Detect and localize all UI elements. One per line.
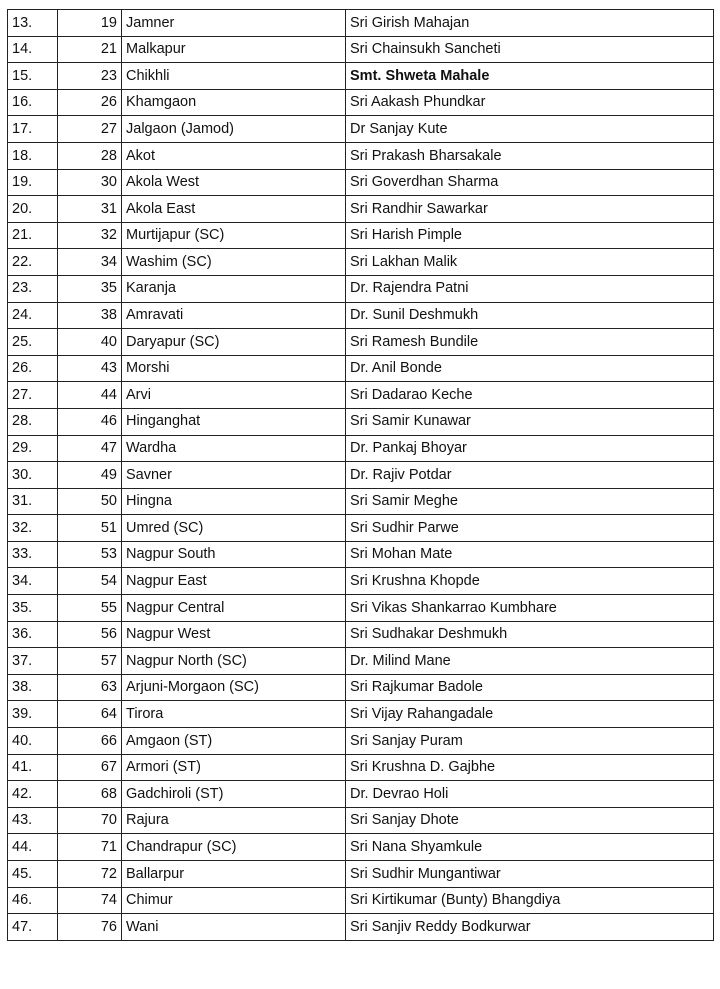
candidate-name-cell: Sri Sanjay Dhote — [346, 807, 714, 834]
candidate-name-cell: Sri Vijay Rahangadale — [346, 701, 714, 728]
candidate-name-cell: Sri Chainsukh Sancheti — [346, 36, 714, 63]
serial-number-cell: 33. — [8, 541, 58, 568]
table-row — [8, 36, 714, 63]
table-row — [8, 89, 714, 116]
constituency-name-cell: Washim (SC) — [122, 249, 346, 276]
constituency-number-cell: 66 — [58, 728, 122, 755]
constituency-name-cell: Arjuni-Morgaon (SC) — [122, 674, 346, 701]
constituency-name-cell: Nagpur South — [122, 541, 346, 568]
serial-number-cell: 43. — [8, 807, 58, 834]
constituency-name-cell: Akola West — [122, 169, 346, 196]
serial-number-cell: 32. — [8, 515, 58, 542]
constituency-number-cell: 19 — [58, 10, 122, 37]
constituency-number-cell: 71 — [58, 834, 122, 861]
constituency-number-cell: 74 — [58, 887, 122, 914]
candidate-name-cell: Sri Sanjay Puram — [346, 728, 714, 755]
serial-number-cell: 40. — [8, 728, 58, 755]
candidate-name-cell: Sri Vikas Shankarrao Kumbhare — [346, 595, 714, 622]
constituency-number-cell: 56 — [58, 621, 122, 648]
constituency-number-cell: 44 — [58, 382, 122, 409]
constituency-number-cell: 55 — [58, 595, 122, 622]
serial-number-cell: 30. — [8, 462, 58, 489]
constituency-number-cell: 63 — [58, 674, 122, 701]
serial-number-cell: 16. — [8, 89, 58, 116]
candidate-name-cell: Sri Randhir Sawarkar — [346, 196, 714, 223]
table-row — [8, 648, 714, 675]
table-row — [8, 728, 714, 755]
table-row — [8, 222, 714, 249]
constituency-name-cell: Chikhli — [122, 63, 346, 90]
constituency-name-cell: Arvi — [122, 382, 346, 409]
table-row — [8, 382, 714, 409]
candidate-name-cell: Dr. Sunil Deshmukh — [346, 302, 714, 329]
candidate-name-cell: Dr. Devrao Holi — [346, 781, 714, 808]
candidate-name-cell: Sri Samir Meghe — [346, 488, 714, 515]
candidate-name-cell: Sri Ramesh Bundile — [346, 329, 714, 356]
table-row — [8, 355, 714, 382]
constituency-name-cell: Umred (SC) — [122, 515, 346, 542]
constituency-name-cell: Chandrapur (SC) — [122, 834, 346, 861]
constituency-name-cell: Rajura — [122, 807, 346, 834]
table-row — [8, 807, 714, 834]
table-row — [8, 595, 714, 622]
table-row — [8, 914, 714, 941]
constituency-name-cell: Daryapur (SC) — [122, 329, 346, 356]
candidate-name-cell: Dr. Rajiv Potdar — [346, 462, 714, 489]
serial-number-cell: 28. — [8, 408, 58, 435]
candidate-name-cell: Sri Krushna D. Gajbhe — [346, 754, 714, 781]
table-row — [8, 329, 714, 356]
constituency-name-cell: Wardha — [122, 435, 346, 462]
candidate-name-cell: Sri Lakhan Malik — [346, 249, 714, 276]
table-row — [8, 754, 714, 781]
constituency-name-cell: Nagpur Central — [122, 595, 346, 622]
serial-number-cell: 36. — [8, 621, 58, 648]
serial-number-cell: 26. — [8, 355, 58, 382]
candidate-name-cell: Sri Sudhakar Deshmukh — [346, 621, 714, 648]
constituency-number-cell: 31 — [58, 196, 122, 223]
serial-number-cell: 24. — [8, 302, 58, 329]
constituency-number-cell: 46 — [58, 408, 122, 435]
table-row — [8, 834, 714, 861]
constituency-name-cell: Amravati — [122, 302, 346, 329]
constituency-name-cell: Akola East — [122, 196, 346, 223]
table-row — [8, 435, 714, 462]
constituency-number-cell: 23 — [58, 63, 122, 90]
constituency-number-cell: 49 — [58, 462, 122, 489]
candidate-name-cell: Sri Mohan Mate — [346, 541, 714, 568]
constituency-name-cell: Jamner — [122, 10, 346, 37]
serial-number-cell: 45. — [8, 861, 58, 888]
serial-number-cell: 18. — [8, 142, 58, 169]
candidate-name-cell: Sri Sudhir Parwe — [346, 515, 714, 542]
candidate-name-cell: Sri Sanjiv Reddy Bodkurwar — [346, 914, 714, 941]
constituency-name-cell: Tirora — [122, 701, 346, 728]
candidate-name-cell: Dr. Pankaj Bhoyar — [346, 435, 714, 462]
constituency-number-cell: 43 — [58, 355, 122, 382]
serial-number-cell: 20. — [8, 196, 58, 223]
candidate-name-cell: Sri Krushna Khopde — [346, 568, 714, 595]
serial-number-cell: 22. — [8, 249, 58, 276]
constituency-name-cell: Nagpur West — [122, 621, 346, 648]
table-row — [8, 116, 714, 143]
constituency-name-cell: Morshi — [122, 355, 346, 382]
constituency-name-cell: Malkapur — [122, 36, 346, 63]
candidate-name-cell: Dr. Rajendra Patni — [346, 275, 714, 302]
constituency-number-cell: 38 — [58, 302, 122, 329]
constituency-name-cell: Ballarpur — [122, 861, 346, 888]
constituency-name-cell: Gadchiroli (ST) — [122, 781, 346, 808]
table-row — [8, 302, 714, 329]
candidate-name-cell: Smt. Shweta Mahale — [346, 63, 714, 90]
serial-number-cell: 41. — [8, 754, 58, 781]
candidate-name-cell: Sri Dadarao Keche — [346, 382, 714, 409]
serial-number-cell: 46. — [8, 887, 58, 914]
constituency-name-cell: Hingna — [122, 488, 346, 515]
constituency-name-cell: Armori (ST) — [122, 754, 346, 781]
serial-number-cell: 21. — [8, 222, 58, 249]
constituency-name-cell: Nagpur North (SC) — [122, 648, 346, 675]
constituency-number-cell: 51 — [58, 515, 122, 542]
constituency-name-cell: Nagpur East — [122, 568, 346, 595]
constituency-number-cell: 54 — [58, 568, 122, 595]
table-row — [8, 249, 714, 276]
table-row — [8, 169, 714, 196]
candidate-name-cell: Sri Sudhir Mungantiwar — [346, 861, 714, 888]
candidate-name-cell: Dr. Milind Mane — [346, 648, 714, 675]
constituency-name-cell: Karanja — [122, 275, 346, 302]
serial-number-cell: 39. — [8, 701, 58, 728]
table-row — [8, 541, 714, 568]
serial-number-cell: 47. — [8, 914, 58, 941]
candidate-name-cell: Sri Samir Kunawar — [346, 408, 714, 435]
table-row — [8, 861, 714, 888]
constituency-number-cell: 70 — [58, 807, 122, 834]
table-row — [8, 142, 714, 169]
constituency-number-cell: 35 — [58, 275, 122, 302]
candidate-name-cell: Sri Goverdhan Sharma — [346, 169, 714, 196]
table-row — [8, 408, 714, 435]
constituency-name-cell: Akot — [122, 142, 346, 169]
constituency-number-cell: 57 — [58, 648, 122, 675]
constituency-number-cell: 76 — [58, 914, 122, 941]
candidate-table — [7, 9, 714, 941]
serial-number-cell: 42. — [8, 781, 58, 808]
serial-number-cell: 31. — [8, 488, 58, 515]
constituency-number-cell: 27 — [58, 116, 122, 143]
constituency-number-cell: 30 — [58, 169, 122, 196]
serial-number-cell: 44. — [8, 834, 58, 861]
constituency-name-cell: Chimur — [122, 887, 346, 914]
constituency-number-cell: 53 — [58, 541, 122, 568]
constituency-number-cell: 40 — [58, 329, 122, 356]
table-row — [8, 887, 714, 914]
serial-number-cell: 29. — [8, 435, 58, 462]
constituency-name-cell: Jalgaon (Jamod) — [122, 116, 346, 143]
constituency-name-cell: Khamgaon — [122, 89, 346, 116]
constituency-number-cell: 64 — [58, 701, 122, 728]
table-row — [8, 674, 714, 701]
serial-number-cell: 23. — [8, 275, 58, 302]
serial-number-cell: 13. — [8, 10, 58, 37]
table-row — [8, 196, 714, 223]
serial-number-cell: 14. — [8, 36, 58, 63]
constituency-number-cell: 34 — [58, 249, 122, 276]
candidate-name-cell: Dr Sanjay Kute — [346, 116, 714, 143]
serial-number-cell: 25. — [8, 329, 58, 356]
table-row — [8, 515, 714, 542]
candidate-name-cell: Sri Aakash Phundkar — [346, 89, 714, 116]
serial-number-cell: 37. — [8, 648, 58, 675]
candidate-name-cell: Sri Harish Pimple — [346, 222, 714, 249]
table-row — [8, 488, 714, 515]
candidate-name-cell: Sri Rajkumar Badole — [346, 674, 714, 701]
constituency-number-cell: 72 — [58, 861, 122, 888]
candidate-name-cell: Sri Prakash Bharsakale — [346, 142, 714, 169]
serial-number-cell: 17. — [8, 116, 58, 143]
constituency-name-cell: Hinganghat — [122, 408, 346, 435]
candidate-name-cell: Sri Girish Mahajan — [346, 10, 714, 37]
constituency-number-cell: 21 — [58, 36, 122, 63]
candidate-table-body — [8, 10, 714, 941]
candidate-name-cell: Sri Nana Shyamkule — [346, 834, 714, 861]
serial-number-cell: 35. — [8, 595, 58, 622]
constituency-name-cell: Savner — [122, 462, 346, 489]
serial-number-cell: 27. — [8, 382, 58, 409]
candidate-name-cell: Sri Kirtikumar (Bunty) Bhangdiya — [346, 887, 714, 914]
table-row — [8, 275, 714, 302]
constituency-name-cell: Murtijapur (SC) — [122, 222, 346, 249]
candidate-name-cell: Dr. Anil Bonde — [346, 355, 714, 382]
table-row — [8, 621, 714, 648]
serial-number-cell: 38. — [8, 674, 58, 701]
constituency-name-cell: Wani — [122, 914, 346, 941]
constituency-number-cell: 68 — [58, 781, 122, 808]
table-row — [8, 462, 714, 489]
serial-number-cell: 34. — [8, 568, 58, 595]
table-row — [8, 568, 714, 595]
constituency-number-cell: 28 — [58, 142, 122, 169]
table-row — [8, 781, 714, 808]
table-row — [8, 10, 714, 37]
table-row — [8, 63, 714, 90]
constituency-number-cell: 32 — [58, 222, 122, 249]
constituency-number-cell: 50 — [58, 488, 122, 515]
constituency-name-cell: Amgaon (ST) — [122, 728, 346, 755]
constituency-number-cell: 47 — [58, 435, 122, 462]
serial-number-cell: 19. — [8, 169, 58, 196]
serial-number-cell: 15. — [8, 63, 58, 90]
table-row — [8, 701, 714, 728]
constituency-number-cell: 67 — [58, 754, 122, 781]
constituency-number-cell: 26 — [58, 89, 122, 116]
